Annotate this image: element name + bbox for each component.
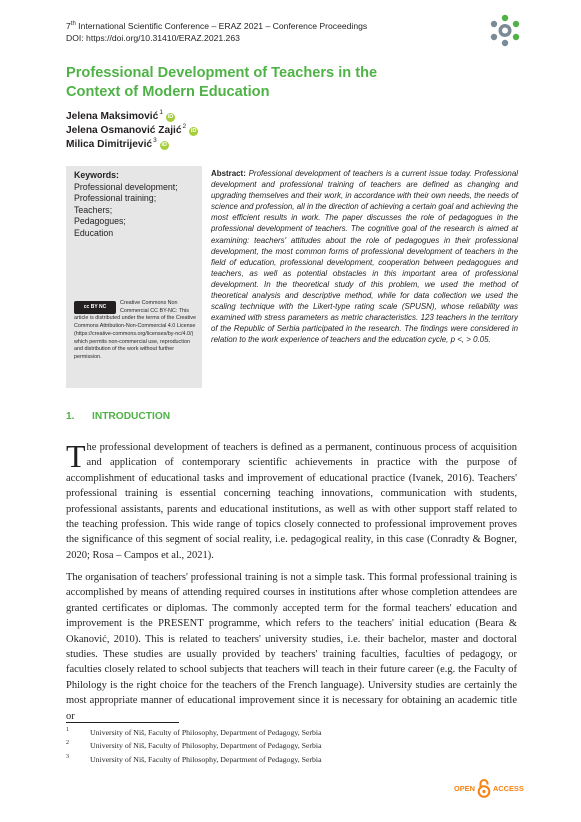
orcid-icon[interactable]: iD — [190, 127, 197, 134]
license-text: Creative Commons Non Commercial CC BY-NC: This article is distributed under the terms of the Creative Commons Attribution-Non-Commercial 4.0 License (https://creative-commons.org/licenses/by-nc/4.0/) which permits non-commercial use, reproduction and distribution of the work without further permission. — [74, 300, 196, 360]
abstract-label: Abstract: — [211, 169, 246, 178]
keywords-list — [74, 182, 178, 240]
conference-logo-icon — [488, 14, 522, 48]
conference-ordinal-suffix: th — [70, 21, 76, 27]
author-name — [66, 110, 198, 124]
orcid-icon[interactable]: iD — [161, 141, 167, 148]
open-access-lock-icon — [477, 778, 491, 798]
footnote — [66, 739, 516, 752]
open-access-left: OPEN — [454, 783, 475, 793]
author-name-text: Jelena Maksimović — [66, 111, 159, 122]
keywords-label: Keywords: — [74, 170, 119, 180]
section-title: INTRODUCTION — [92, 411, 171, 422]
footnote-text: University of Niš, Faculty of Philosophy, Department of Pedagogy, Serbia — [90, 741, 322, 751]
author-list — [66, 110, 198, 152]
footnotes — [66, 726, 516, 766]
paragraph-intro-1 — [66, 440, 517, 563]
paper-title: Professional Development of Teachers in the Context of Modern Education — [66, 65, 378, 100]
paragraph-intro-1-text: he professional development of teachers is defined as a permanent, continuous process of acquisition and application of contemporary scientific achievements in practice with the purpose of accomplishment of educational tasks and improvement of educational practice (Ivanek, 2016). Teachers' professional training is essential concerning teaching innovations, communication with students, professional assistants, parents and educational institutions, as well as with other support staff related to the teaching profession. This wide range of topics closely connected to professional improvement proves the significance of this segment of social reality, i.e. pedagogical reality, in this case (Conradty & Bogner, 2020; Rosa – Campos et al., 2021). — [66, 442, 517, 561]
footnote-divider — [66, 722, 179, 723]
author-name-text: Milica Dimitrijević — [66, 139, 153, 150]
footnote — [66, 726, 516, 739]
open-access-right: ACCESS — [492, 783, 524, 793]
running-header — [66, 18, 367, 44]
author-affiliation-marker: 3 — [153, 137, 157, 144]
cc-license-icon: cc BY NC — [74, 301, 116, 314]
abstract — [211, 168, 518, 346]
footnote-text: University of Niš, Faculty of Philosophy, Department of Pedagogy, Serbia — [90, 728, 322, 737]
keywords-sidebar — [66, 166, 202, 388]
paragraph-intro-2: The organisation of teachers' professional training is not a simple task. This formal professional training is accomplished by means of attending required courses in institutions after whose completion attendees are granted certificates or diplomas. The commonly accepted term for the formal teachers' education and improvement is the PRESENT programme, which refers to the teachers' initial education (Beara & Okanović, 2010). This is related to teachers' university studies, i.e. their bachelor, master and doctoral studies. These studies are usually provided by teachers' training faculties, faculties of pedagogy, or faculties closely related to school subjects that teachers will teach in their future career (e.g. the Faculty of Philology is the right choice for the teachers of the French language). University studies are certainly the most appropriate manner of educational improvement since it is necessary for obtaining an academic title or — [66, 572, 517, 722]
conference-ordinal: 7 — [66, 20, 71, 31]
footnote-number: 3 — [66, 753, 69, 760]
author-affiliation-marker: 2 — [182, 123, 187, 130]
conference-name: International Scientific Conference – ERAZ 2021 – Conference Proceedings — [75, 20, 368, 31]
section-heading — [66, 411, 170, 422]
keyword-item: Teachers; — [74, 204, 113, 215]
author-name-text: Jelena Osmanović Zajić — [66, 125, 182, 136]
author-name — [66, 138, 198, 152]
author-affiliation-marker: 1 — [159, 109, 163, 116]
footnote-number: 1 — [66, 727, 69, 733]
keyword-item: Pedagogues; — [74, 216, 126, 227]
drop-cap: T — [66, 438, 86, 474]
footnote — [66, 753, 516, 766]
keyword-item: Education — [74, 227, 114, 238]
keyword-item: Professional development; — [74, 181, 178, 192]
license-block — [74, 300, 198, 362]
orcid-icon[interactable]: iD — [167, 113, 174, 120]
abstract-text: Professional development of teachers is a current issue today. Professional development and professional training of teachers are defined as changing and upgrading themselves and their work, in accordance with their own needs, the needs of science and profession, all in the direction of achieving a certain goal and achieving the most efficient results in work. The paper discusses the role of pedagogues in the professional development of teachers. The cognitive goal of the research is aimed at examining: teachers' attitudes about the role of pedagogues in their professional development, the most common forms of professional development of teachers in the field of education, professional development, cooperation between pedagogues and teachers, as well as potential obstacles in this important area of professional development. In the theoretical study of this problem, we used the method of theoretical analysis and descriptive method, while for data collection we used the scaling technique with the Likert-type rating scale (SPUSN), whose reliability was examined with stress parameters as metric characteristics. 123 teachers in the territory of the Republic of Serbia participated in the research. The findings were considered in relation to the work experience of teachers and the education cycle, p <, > 0.05. — [211, 169, 518, 345]
author-name — [66, 124, 198, 138]
keyword-item: Professional training; — [74, 193, 157, 204]
doi-line[interactable]: DOI: https://doi.org/10.31410/ERAZ.2021.263 — [66, 32, 240, 43]
footnote-text: University of Niš, Faculty of Philosophy, Department of Pedagogy, Serbia — [90, 754, 322, 764]
conference-line — [66, 18, 367, 32]
footnote-number: 2 — [66, 740, 69, 747]
section-number: 1. — [66, 411, 75, 422]
open-access-badge — [454, 778, 524, 798]
